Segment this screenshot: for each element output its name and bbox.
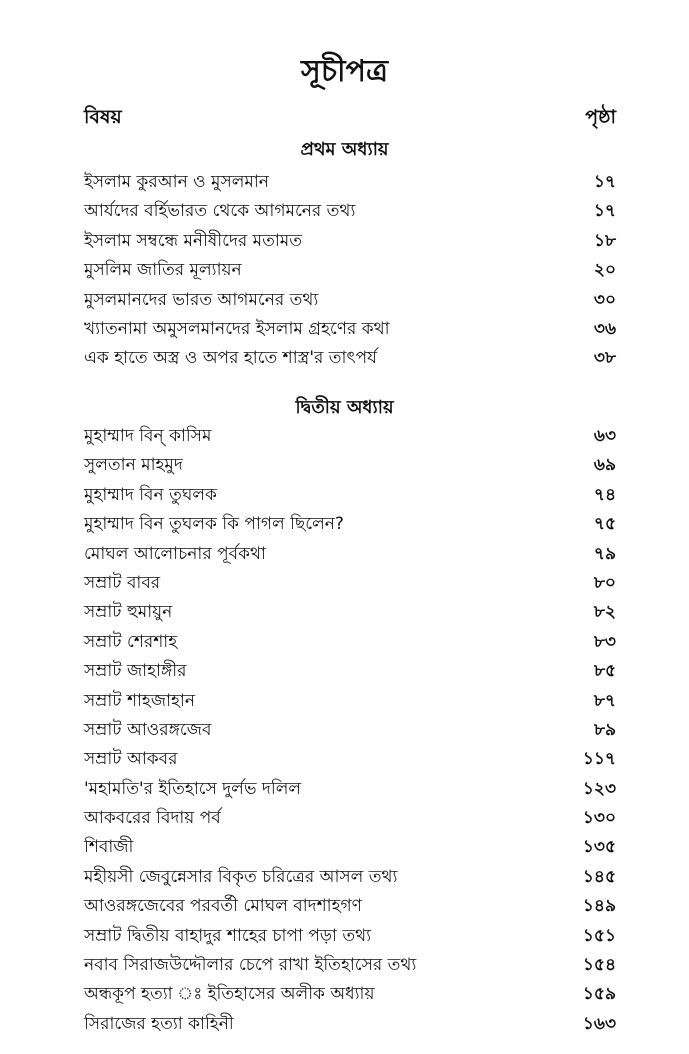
entry-page-number: ১২৩ — [582, 778, 616, 799]
entry-topic: মুসলিম জাতির মূল্যায়ন — [84, 260, 242, 281]
page-title: সূচীপত্র — [301, 54, 388, 89]
toc-entry — [84, 344, 616, 373]
entry-topic: মুসলমানদের ভারত আগমনের তথ্য — [84, 289, 319, 310]
entry-page-number: ৩৮ — [593, 348, 616, 369]
chapter-heading-2: দ্বিতীয় অধ্যায় — [295, 397, 394, 418]
entry-topic: মুহাম্মাদ বিন্ কাসিম — [84, 426, 212, 446]
entry-topic: সুলতান মাহমুদ — [84, 455, 183, 476]
toc-entry — [84, 804, 616, 833]
toc-entry — [84, 657, 616, 686]
toc-entry — [84, 775, 616, 804]
entry-topic: 'মহামতি'র ইতিহাসে দুর্লভ দলিল — [84, 778, 302, 799]
toc-entry — [84, 863, 616, 892]
entry-topic: আওরঙ্গজেবের পরবর্তী মোঘল বাদশাহগণ — [84, 896, 362, 917]
toc-entry — [84, 168, 616, 197]
entry-page-number: ১৫৯ — [582, 984, 616, 1005]
toc-entry — [84, 716, 616, 745]
entry-page-number: ৮৭ — [593, 690, 616, 711]
entry-topic: আর্যদের বর্হিভারত থেকে আগমনের তথ্য — [84, 201, 356, 222]
entry-page-number: ১৫৪ — [582, 955, 616, 976]
chapter-heading-1: প্রথম অধ্যায় — [300, 139, 389, 160]
entry-page-number: ৬৩ — [593, 426, 616, 446]
toc-entry — [84, 481, 616, 510]
entry-topic: সম্রাট বাবর — [84, 572, 161, 593]
entry-page-number: ১৮ — [593, 230, 616, 251]
entry-page-number: ১৭ — [593, 201, 616, 222]
toc-entry — [84, 833, 616, 862]
toc-entry — [84, 951, 616, 980]
entry-topic: আকবরের বিদায় পর্ব — [84, 808, 221, 829]
entry-page-number: ১৬৩ — [582, 1013, 616, 1034]
toc-entry — [84, 628, 616, 657]
entry-topic: সম্রাট শাহজাহান — [84, 690, 196, 711]
toc-entry — [84, 422, 616, 451]
toc-entry — [84, 980, 616, 1009]
entry-topic: মহীয়সী জেবুন্নেসার বিকৃত চরিত্রের আসল তথ্য — [84, 866, 398, 887]
entry-page-number: ১৪৫ — [582, 866, 616, 887]
entry-page-number: ৮২ — [593, 602, 616, 623]
toc-entry — [84, 1010, 616, 1039]
entry-page-number: ১৩৫ — [582, 837, 616, 858]
entry-page-number: ৮৯ — [593, 719, 616, 740]
toc-column-header — [84, 102, 616, 132]
entry-topic: সম্রাট শেরশাহ — [84, 631, 178, 652]
entry-page-number: ১৩০ — [582, 808, 616, 829]
entry-topic: ইসলাম কুরআন ও মুসলমান — [84, 172, 269, 192]
chapter-2-entries — [84, 422, 616, 1039]
toc-entry — [84, 687, 616, 716]
toc-entry — [84, 510, 616, 539]
entry-topic: মুহাম্মাদ বিন তুঘলক — [84, 484, 217, 505]
entry-topic: ইসলাম সম্বন্ধে মনীষীদের মতামত — [84, 230, 302, 251]
toc-entry — [84, 745, 616, 774]
entry-page-number: ৭৯ — [593, 543, 616, 564]
entry-page-number: ৭৪ — [593, 484, 616, 505]
entry-topic: খ্যাতনামা অমুসলমানদের ইসলাম গ্রহণের কথা — [84, 318, 390, 339]
entry-topic: সম্রাট আওরঙ্গজেব — [84, 719, 212, 740]
toc-entry — [84, 892, 616, 921]
entry-topic: সম্রাট দ্বিতীয় বাহাদুর শাহের চাপা পড়া তথ্য — [84, 925, 372, 946]
entry-topic: সম্রাট হুমায়ুন — [84, 602, 173, 623]
toc-entry — [84, 315, 616, 344]
toc-entry — [84, 286, 616, 315]
toc-entry — [84, 540, 616, 569]
entry-page-number: ৮৩ — [593, 631, 616, 652]
page-column-label: পৃষ্ঠা — [585, 106, 616, 128]
toc-entry — [84, 598, 616, 627]
entry-topic: শিবাজী — [84, 837, 134, 858]
entry-topic: মুহাম্মাদ বিন তুঘলক কি পাগল ছিলেন? — [84, 514, 344, 535]
entry-page-number: ৮০ — [593, 572, 616, 593]
entry-page-number: ১৫১ — [582, 925, 616, 946]
toc-entry — [84, 922, 616, 951]
entry-page-number: ২০ — [593, 260, 616, 281]
toc-entry — [84, 197, 616, 226]
entry-page-number: ৬৯ — [593, 455, 616, 476]
entry-topic: নবাব সিরাজউদ্দৌলার চেপে রাখা ইতিহাসের তথ্য — [84, 955, 417, 976]
entry-topic: সম্রাট জাহাঙ্গীর — [84, 661, 187, 682]
entry-topic: মোঘল আলোচনার পূর্বকথা — [84, 543, 266, 564]
entry-page-number: ৩০ — [593, 289, 616, 310]
toc-entry — [84, 569, 616, 598]
entry-page-number: ৮৫ — [593, 661, 616, 682]
entry-topic: সিরাজের হত্যা কাহিনী — [84, 1013, 234, 1034]
entry-page-number: ১৪৯ — [582, 896, 616, 917]
subject-column-label: বিষয় — [84, 106, 122, 128]
entry-topic: অন্ধকূপ হত্যা ঃ ইতিহাসের অলীক অধ্যায় — [84, 984, 375, 1005]
toc-entry — [84, 451, 616, 480]
entry-page-number: ৭৫ — [593, 514, 616, 535]
entry-page-number: ১১৭ — [582, 749, 616, 770]
toc-entry — [84, 256, 616, 285]
entry-topic: এক হাতে অস্ত্র ও অপর হাতে শাস্ত্র'র তাৎপর্য — [84, 348, 377, 369]
entry-topic: সম্রাট আকবর — [84, 749, 178, 770]
toc-entry — [84, 227, 616, 256]
chapter-1-entries — [84, 168, 616, 374]
entry-page-number: ৩৬ — [593, 318, 616, 339]
entry-page-number: ১৭ — [593, 172, 616, 192]
